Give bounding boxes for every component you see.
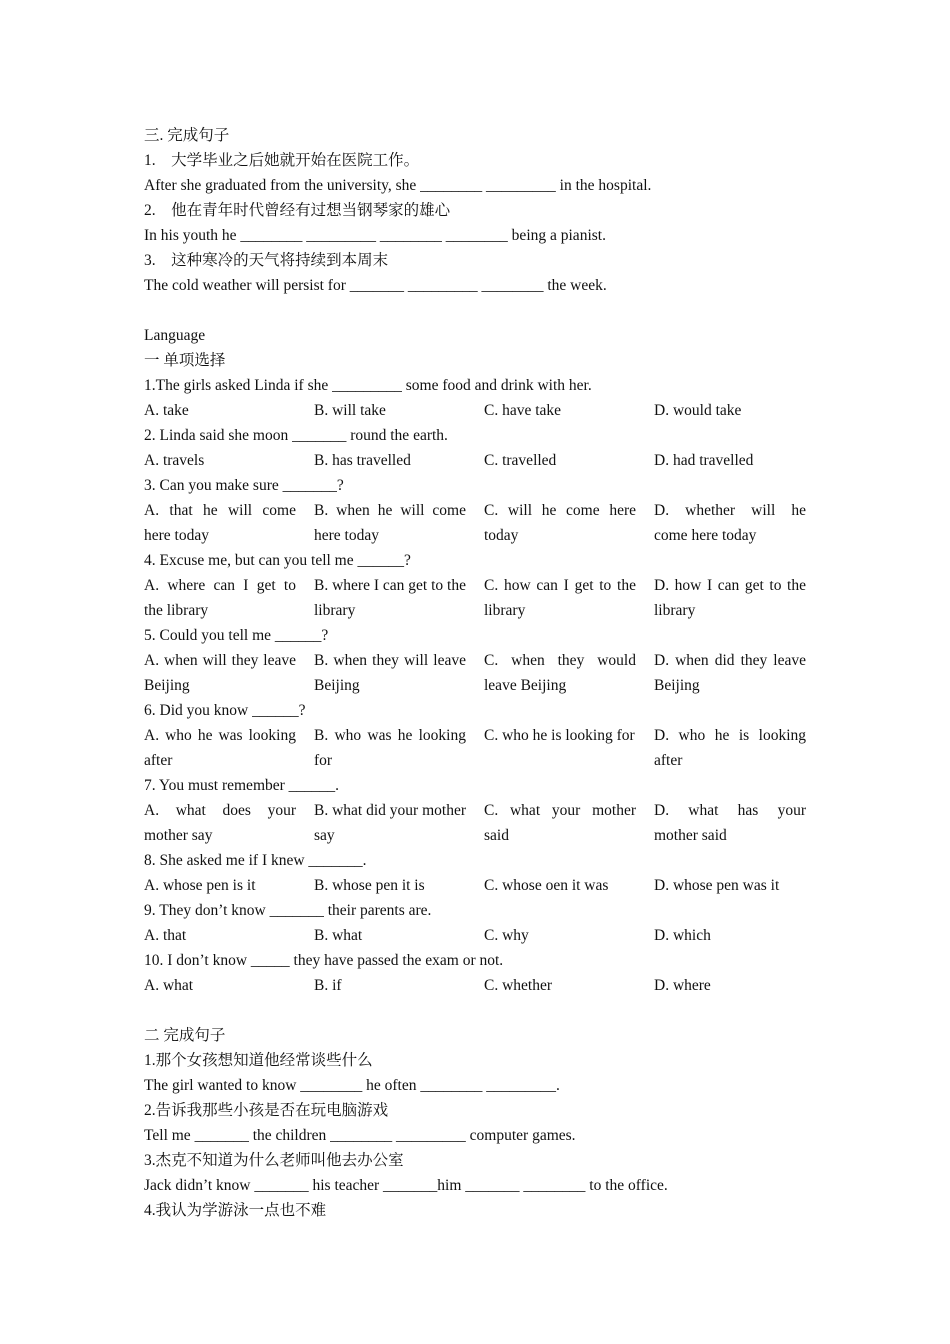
option-b: B. what <box>314 927 363 944</box>
option-a: A. that he will come here today <box>144 502 296 544</box>
option-c: C. travelled <box>484 452 557 469</box>
option-b: B. if <box>314 977 342 994</box>
option-d: D. would take <box>654 402 742 419</box>
question-1-options <box>144 398 808 423</box>
option-b: B. what did your mother say <box>314 802 466 844</box>
option-d: D. whether will he come here today <box>654 502 806 544</box>
question-1: 1.The girls asked Linda if she _________ some food and drink with her. <box>144 377 592 394</box>
question-5-options <box>144 648 808 698</box>
question-4: 4. Excuse me, but can you tell me ______? <box>144 552 411 569</box>
language-title: Language <box>144 327 206 344</box>
question-7-options <box>144 798 808 848</box>
option-d: D. who he is looking after <box>654 727 806 769</box>
question-6: 6. Did you know ______? <box>144 702 306 719</box>
option-d: D. how I can get to the library <box>654 577 806 619</box>
section3-item-1-cn: 1. 大学毕业之后她就开始在医院工作。 <box>144 152 420 169</box>
option-b: B. when they will leave Beijing <box>314 652 466 694</box>
option-c: C. when they would leave Beijing <box>484 652 636 694</box>
option-d: D. what has your mother said <box>654 802 806 844</box>
option-d: D. where <box>654 977 711 994</box>
section2-item-4-cn: 4.我认为学游泳一点也不难 <box>144 1202 327 1219</box>
section2-item-2-cn: 2.告诉我那些小孩是否在玩电脑游戏 <box>144 1102 389 1119</box>
question-3: 3. Can you make sure _______? <box>144 477 344 494</box>
section3-heading: 三. 完成句子 <box>144 127 230 144</box>
document-page <box>144 123 808 1223</box>
section3-item-1-en: After she graduated from the university, she ________ _________ in the hospital. <box>144 177 652 194</box>
section2-item-3-cn: 3.杰克不知道为什么老师叫他去办公室 <box>144 1152 404 1169</box>
option-a: A. who he was looking after <box>144 727 296 769</box>
option-c: C. how can I get to the library <box>484 577 636 619</box>
option-a: A. what <box>144 977 194 994</box>
question-3-options <box>144 498 808 548</box>
section2-item-1-cn: 1.那个女孩想知道他经常谈些什么 <box>144 1052 373 1069</box>
section2-heading: 二 完成句子 <box>144 1027 226 1044</box>
option-a: A. when will they leave Beijing <box>144 652 296 694</box>
section2-item-3-en: Jack didn’t know _______ his teacher _______him _______ ________ to the office. <box>144 1177 668 1194</box>
option-c: C. why <box>484 927 529 944</box>
question-9: 9. They don’t know _______ their parents are. <box>144 902 432 919</box>
option-b: B. when he will come here today <box>314 502 466 544</box>
option-a: A. what does your mother say <box>144 802 296 844</box>
option-b: B. has travelled <box>314 452 411 469</box>
option-d: D. when did they leave Beijing <box>654 652 806 694</box>
option-a: A. whose pen is it <box>144 877 256 894</box>
option-b: B. will take <box>314 402 386 419</box>
question-2-options <box>144 448 808 473</box>
section3-item-2-cn: 2. 他在青年时代曾经有过想当钢琴家的雄心 <box>144 202 451 219</box>
question-8-options <box>144 873 808 898</box>
option-d: D. whose pen was it <box>654 877 780 894</box>
question-8: 8. She asked me if I knew _______. <box>144 852 367 869</box>
option-a: A. that <box>144 927 187 944</box>
spacer <box>144 998 808 1023</box>
option-b: B. who was he looking for <box>314 727 466 769</box>
question-2: 2. Linda said she moon _______ round the earth. <box>144 427 448 444</box>
section3-item-2-en: In his youth he ________ _________ ________ ________ being a pianist. <box>144 227 606 244</box>
option-c: C. whether <box>484 977 553 994</box>
question-9-options <box>144 923 808 948</box>
option-c: C. whose oen it was <box>484 877 609 894</box>
option-b: B. whose pen it is <box>314 877 425 894</box>
option-a: A. travels <box>144 452 205 469</box>
option-c: C. will he come here today <box>484 502 636 544</box>
mc-heading: 一 单项选择 <box>144 352 226 369</box>
option-c: C. who he is looking for <box>484 727 635 744</box>
option-c: C. what your mother said <box>484 802 636 844</box>
option-d: D. had travelled <box>654 452 754 469</box>
option-a: A. take <box>144 402 189 419</box>
question-4-options <box>144 573 808 623</box>
spacer <box>144 298 808 323</box>
question-7: 7. You must remember ______. <box>144 777 340 794</box>
section3-item-3-cn: 3. 这种寒冷的天气将持续到本周末 <box>144 252 389 269</box>
section2-item-1-en: The girl wanted to know ________ he often ________ _________. <box>144 1077 560 1094</box>
question-6-options <box>144 723 808 773</box>
option-b: B. where I can get to the library <box>314 577 466 619</box>
question-10: 10. I don’t know _____ they have passed the exam or not. <box>144 952 504 969</box>
section3-item-3-en: The cold weather will persist for _______ _________ ________ the week. <box>144 277 607 294</box>
question-10-options <box>144 973 808 998</box>
section2-item-2-en: Tell me _______ the children ________ _________ computer games. <box>144 1127 576 1144</box>
option-d: D. which <box>654 927 711 944</box>
option-c: C. have take <box>484 402 562 419</box>
question-5: 5. Could you tell me ______? <box>144 627 329 644</box>
option-a: A. where can I get to the library <box>144 577 296 619</box>
